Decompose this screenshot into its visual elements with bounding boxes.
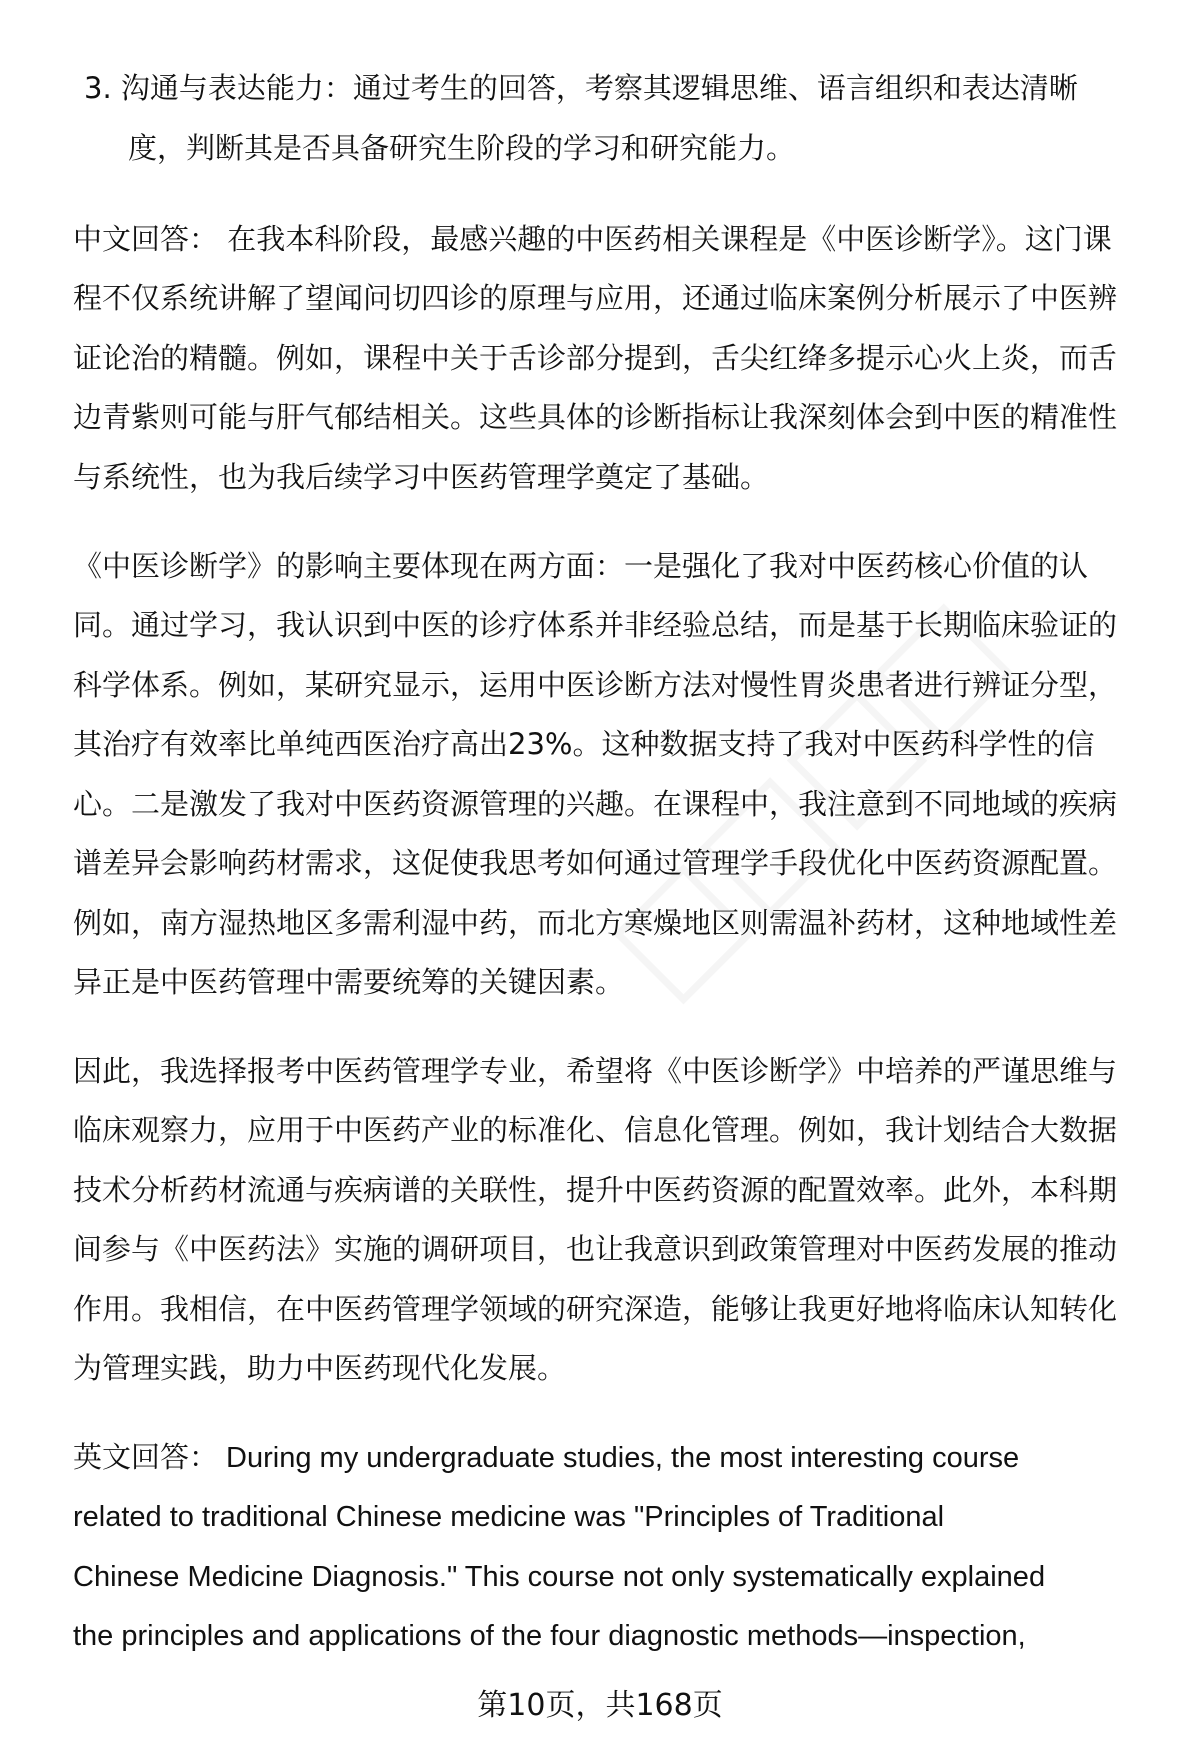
text-line: 程不仅系统讲解了望闻问切四诊的原理与应用，还通过临床案例分析展示了中医辨 bbox=[73, 281, 1118, 315]
text-line: 度，判断其是否具备研究生阶段的学习和研究能力。 bbox=[128, 131, 796, 165]
text-line: 为管理实践，助力中医药现代化发展。 bbox=[73, 1351, 567, 1385]
text-line: 作用。我相信，在中医药管理学领域的研究深造，能够让我更好地将临床认知转化 bbox=[73, 1292, 1118, 1326]
text-line: 技术分析药材流通与疾病谱的关联性，提升中医药资源的配置效率。此外，本科期 bbox=[73, 1173, 1118, 1207]
text-line: 同。通过学习，我认识到中医的诊疗体系并非经验总结，而是基于长期临床验证的 bbox=[73, 608, 1118, 642]
text-line: 英文回答： During my undergraduate studies, the most interesting course bbox=[73, 1442, 1020, 1474]
text-line: 3. 沟通与表达能力：通过考生的回答，考察其逻辑思维、语言组织和表达清晰 bbox=[84, 71, 1078, 105]
text-line: 因此，我选择报考中医药管理学专业，希望将《中医诊断学》中培养的严谨思维与 bbox=[73, 1054, 1118, 1088]
text-line: 心。二是激发了我对中医药资源管理的兴趣。在课程中，我注意到不同地域的疾病 bbox=[73, 787, 1118, 821]
page-number: 第10页，共168页 bbox=[477, 1688, 723, 1723]
text-line: 中文回答： 在我本科阶段，最感兴趣的中医药相关课程是《中医诊断学》。这门课 bbox=[73, 222, 1112, 256]
text-line: 间参与《中医药法》实施的调研项目，也让我意识到政策管理对中医药发展的推动 bbox=[73, 1232, 1118, 1266]
text-line: 边青紫则可能与肝气郁结相关。这些具体的诊断指标让我深刻体会到中医的精准性 bbox=[73, 400, 1118, 434]
text-line: 与系统性，也为我后续学习中医药管理学奠定了基础。 bbox=[73, 460, 770, 494]
text-line: 《中医诊断学》的影响主要体现在两方面：一是强化了我对中医药核心价值的认 bbox=[73, 549, 1089, 583]
text-line: 谱差异会影响药材需求，这促使我思考如何通过管理学手段优化中医药资源配置。 bbox=[73, 846, 1118, 880]
text-line: 临床观察力，应用于中医药产业的标准化、信息化管理。例如，我计划结合大数据 bbox=[73, 1113, 1118, 1147]
text-line: Chinese Medicine Diagnosis." This course not only systematically explained bbox=[73, 1561, 1046, 1593]
text-line: 证论治的精髓。例如，课程中关于舌诊部分提到，舌尖红绛多提示心火上炎，而舌 bbox=[73, 341, 1118, 375]
text-line: the principles and applications of the four diagnostic methods—inspection, bbox=[73, 1620, 1026, 1652]
text-line: related to traditional Chinese medicine was "Principles of Traditional bbox=[73, 1501, 945, 1533]
text-line: 例如，南方湿热地区多需利湿中药，而北方寒燥地区则需温补药材，这种地域性差 bbox=[73, 906, 1118, 940]
text-line: 异正是中医药管理中需要统筹的关键因素。 bbox=[73, 965, 625, 999]
text-line: 其治疗有效率比单纯西医治疗高出23%。这种数据支持了我对中医药科学性的信 bbox=[73, 727, 1095, 761]
text-line: 科学体系。例如，某研究显示，运用中医诊断方法对慢性胃炎患者进行辨证分型， bbox=[73, 668, 1118, 702]
